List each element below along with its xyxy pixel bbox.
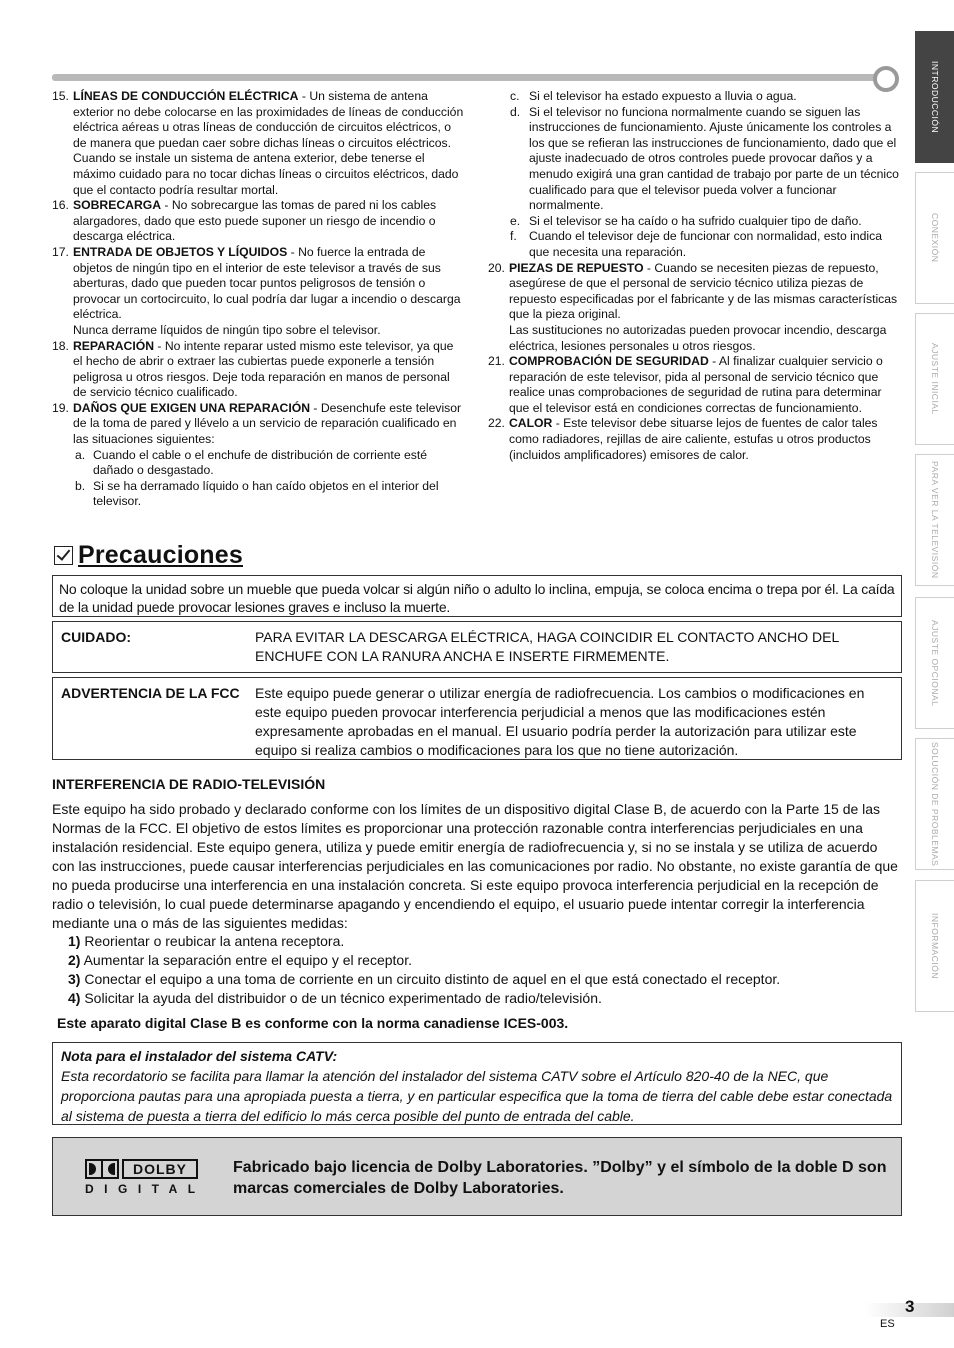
interference-heading: INTERFERENCIA DE RADIO-TELEVISIÓN xyxy=(52,776,326,792)
item-title: COMPROBACIÓN DE SEGURIDAD xyxy=(509,354,709,369)
item-title: ENTRADA DE OBJETOS Y LÍQUIDOS xyxy=(73,244,288,259)
cuidado-box xyxy=(52,621,902,673)
sub-text: Cuando el cable o el enchufe de distribución de corriente esté dañado o desgastado. xyxy=(93,447,428,478)
sub-text: Si el televisor se ha caído o ha sufrido cualquier tipo de daño. xyxy=(529,213,862,228)
sub-item-c xyxy=(488,89,902,105)
tab-ajuste-opcional[interactable] xyxy=(915,597,954,729)
item-extra: Nunca derrame líquidos de ningún tipo sobre el televisor. xyxy=(73,322,381,337)
sub-letter: d. xyxy=(510,104,521,119)
tab-label: PARA VER LA TELEVISIÓN xyxy=(930,461,940,579)
double-d-icon xyxy=(85,1159,119,1179)
sub-letter: c. xyxy=(510,89,520,103)
measure-text: Reorientar o reubicar la antena receptora. xyxy=(80,933,345,949)
tab-introduccion[interactable] xyxy=(915,31,954,163)
tab-ajuste-inicial[interactable] xyxy=(915,313,954,445)
catv-note-box xyxy=(52,1042,902,1125)
safety-item-20 xyxy=(488,261,902,355)
measure-number: 3) xyxy=(68,971,81,987)
tab-label: INTRODUCCIÓN xyxy=(930,60,940,134)
catv-text: Esta recordatorio se facilita para llamar la atención del instalador del sistema CATV sobre el Artículo 820-40 de la NEC, que proporciona pautas para una apropiada puesta a tierra, y en particular especifica que la toma de tierra del cable debe estar conectada al sistema de puesta a tierra del edificio lo más cerca posible del punto de entrada del cable. xyxy=(61,1068,893,1124)
safety-column-right xyxy=(488,89,902,463)
item-number: 20. xyxy=(488,260,505,275)
checkbox-icon xyxy=(54,546,73,565)
item-title: SOBRECARGA xyxy=(73,198,162,213)
safety-item-17 xyxy=(52,245,464,339)
dolby-trademark-text: Fabricado bajo licencia de Dolby Laboratories. ”Dolby” y el símbolo de la doble D son marcas comerciales de Dolby Laboratories. xyxy=(233,1159,887,1197)
safety-column-left xyxy=(52,89,464,510)
tab-label: INFORMACIÓN xyxy=(930,913,940,979)
item-text: - Desenchufe este televisor de la toma de pared y llévelo a un servicio de reparación cualificado en las situaciones siguientes: xyxy=(73,400,462,447)
fcc-warning-box xyxy=(52,677,902,760)
tab-para-ver-la-television[interactable] xyxy=(915,454,954,586)
item-text: - Este televisor debe situarse lejos de fuentes de calor tales como radiadores, rejillas de aire caliente, estufas u otros productos (incluidos amplificadores) emisores de calor. xyxy=(509,416,878,462)
tab-label: AJUSTE OPCIONAL xyxy=(930,619,940,707)
item-title: PIEZAS DE REPUESTO xyxy=(509,260,644,275)
safety-item-16 xyxy=(52,198,464,245)
dolby-logo xyxy=(85,1159,206,1196)
sub-text: Cuando el televisor deje de funcionar con normalidad, esto indica que necesita una reparación. xyxy=(529,229,882,259)
tab-informacion[interactable] xyxy=(915,880,954,1012)
sub-letter: a. xyxy=(75,447,86,462)
item-number: 15. xyxy=(52,89,69,103)
item-number: 21. xyxy=(488,354,505,369)
safety-item-15 xyxy=(52,89,464,198)
tab-label: CONEXIÓN xyxy=(930,213,940,263)
tab-label: SOLUCIÓN DE PROBLEMAS xyxy=(930,741,940,867)
item-title: CALOR xyxy=(509,416,553,431)
item-number: 16. xyxy=(52,198,69,213)
cuidado-text: PARA EVITAR LA DESCARGA ELÉCTRICA, HAGA COINCIDIR EL CONTACTO ANCHO DEL ENCHUFE CON LA RANURA ANCHA E INSERTE FIRMEMENTE. xyxy=(255,629,839,664)
item-extra: Las sustituciones no autorizadas pueden provocar incendio, descarga eléctrica, lesiones personales u otros riesgos. xyxy=(509,322,887,353)
measure-number: 4) xyxy=(68,990,81,1006)
cuidado-label: CUIDADO: xyxy=(61,629,131,645)
item-text: - No fuerce la entrada de objetos de ningún tipo en el interior de este televisor a través de sus aberturas, dado que pueden tocar puntos peligrosos de tensión o provocar un cortocircuito, lo cual podría dar lugar a incendio o descarga eléctrica. xyxy=(73,244,461,322)
tab-solucion-de-problemas[interactable] xyxy=(915,738,954,870)
item-text: - Al finalizar cualquier servicio o reparación de este televisor, pida al personal de servicio técnico que realice unas comprobaciones de seguridad de rutina para determinar que el televisor está en condiciones correctas de funcionamiento. xyxy=(509,354,883,415)
safety-item-18 xyxy=(52,339,464,401)
sub-text: Si el televisor ha estado expuesto a lluvia o agua. xyxy=(529,89,797,103)
sub-item-d xyxy=(488,105,902,214)
precauciones-heading xyxy=(54,541,243,570)
page-title: Precauciones xyxy=(78,541,243,569)
tip-over-warning: No coloque la unidad sobre un mueble que pueda volcar si algún niño o adulto lo inclina, empuja, se coloca encima o trepa por él. La caída de la unidad puede provocar lesiones graves e incluso la muerte. xyxy=(52,575,902,617)
sub-item-e xyxy=(488,214,902,230)
item-text: - No intente reparar usted mismo este televisor, ya que el hecho de abrir o extraer las cubiertas puede exponerle a tensión peligrosa u otros riesgos. Deje toda reparación en manos de personal de servicio técnico cualificado. xyxy=(73,338,454,400)
sub-text: Si el televisor no funciona normalmente cuando se siguen las instrucciones de funcionamiento. Ajuste únicamente los controles a los que se refieran las instrucciones de funcionamiento, dado que el ajuste inadecuado de otros controles puede provocar daños y a menudo exigirá una gran cantidad de trabajo por parte de un técnico cualificado para que el televisor pueda volver a funcionar normalmente. xyxy=(529,104,899,213)
catv-title: Nota para el instalador del sistema CATV: xyxy=(61,1048,338,1064)
dolby-logo-word: DOLBY xyxy=(122,1159,198,1179)
item-title: REPARACIÓN xyxy=(73,338,155,353)
measure-text: Conectar el equipo a una toma de corriente en un circuito distinto de aquel en el que está conectado el receptor. xyxy=(80,971,781,987)
item-number: 18. xyxy=(52,338,69,353)
dolby-box xyxy=(52,1137,902,1216)
item-number: 17. xyxy=(52,244,69,259)
measure-item xyxy=(68,989,780,1008)
measure-number: 2) xyxy=(68,952,81,968)
item-number: 19. xyxy=(52,400,69,415)
sub-letter: b. xyxy=(75,478,86,493)
sub-letter: f. xyxy=(510,229,517,244)
sub-item-f xyxy=(488,229,902,260)
canada-compliance: Este aparato digital Clase B es conforme con la norma canadiense ICES-003. xyxy=(57,1015,569,1031)
interference-body: Este equipo ha sido probado y declarado conforme con los límites de un dispositivo digital Clase B, de acuerdo con la Parte 15 de las Normas de la FCC. El objetivo de estos límites es proporcionar una protección razonable contra interferencias perjudiciales en una instalación residencial. Este equipo genera, utiliza y puede emitir energía de radiofrecuencia y, si no se instala y se utiliza de acuerdo con las instrucciones, puede causar interferencias perjudiciales en las comunicaciones por radio. No obstante, no existe garantía de que no pueda producirse una interferencia en una instalación concreta. Si este equipo provoca interferencia perjudicial en la recepción de radio o televisión, lo cual puede determinarse apagando y encendiendo el equipo, el usuario puede intentar corregir la interferencia mediante una o más de las siguientes medidas: xyxy=(52,801,898,931)
safety-item-19 xyxy=(52,401,464,510)
measure-item xyxy=(68,970,780,989)
item-number: 22. xyxy=(488,416,505,431)
measure-text: Aumentar la separación entre el equipo y el receptor. xyxy=(80,952,412,968)
measure-item xyxy=(68,951,780,970)
item-title: DAÑOS QUE EXIGEN UNA REPARACIÓN xyxy=(73,400,311,415)
sub-item-b xyxy=(73,479,464,510)
dolby-logo-sub: DIGITAL xyxy=(85,1182,206,1196)
sub-item-a xyxy=(73,448,464,479)
item-text: - Cuando se necesiten piezas de repuesto, asegúrese de que el personal de servicio técnico utiliza piezas de repuesto especificadas por el fabricante y de las mismas características que la pieza original. xyxy=(509,260,898,322)
safety-item-21 xyxy=(488,354,902,416)
language-code: ES xyxy=(880,1318,895,1330)
measure-item xyxy=(68,932,780,951)
fcc-label: ADVERTENCIA DE LA FCC xyxy=(61,685,240,701)
item-title: LÍNEAS DE CONDUCCIÓN ELÉCTRICA xyxy=(73,89,299,103)
sub-letter: e. xyxy=(510,213,521,228)
tab-label: AJUSTE INICIAL xyxy=(930,343,940,415)
fcc-text: Este equipo puede generar o utilizar energía de radiofrecuencia. Los cambios o modificaciones en este equipo pueden provocar interferencia perjudicial a menos que las modificaciones estén expresamente aprobadas en el manual. El usuario podría perder la autorización para utilizar este equipo si realiza cambios o modificaciones para los que no tiene autorización. xyxy=(255,685,865,758)
sub-text: Si se ha derramado líquido o han caído objetos en el interior del televisor. xyxy=(93,478,439,509)
item-text: - Un sistema de antena exterior no debe colocarse en las proximidades de líneas de conducción eléctrica aéreas u otras líneas de conducción de circuitos eléctricos, o de manera que puedan caer sobre dichas líneas o circuitos eléctricos. Cuando se instale un sistema de antena exterior, debe tenerse el máximo cuidado para no tocar dichas líneas o circuitos eléctricos, dado que el contacto podría resultar mortal. xyxy=(73,89,464,197)
safety-item-22 xyxy=(488,416,902,463)
tab-conexion[interactable] xyxy=(915,172,954,304)
interference-measures xyxy=(68,932,780,1008)
top-rule xyxy=(52,74,890,81)
item-text: - No sobrecargue las tomas de pared ni los cables alargadores, dado que esto puede suponer un riesgo de incendio o descarga eléctrica. xyxy=(73,198,437,244)
page-number: 3 xyxy=(905,1297,915,1316)
measure-text: Solicitar la ayuda del distribuidor o de un técnico experimentado de radio/televisión. xyxy=(80,990,602,1006)
measure-number: 1) xyxy=(68,933,81,949)
